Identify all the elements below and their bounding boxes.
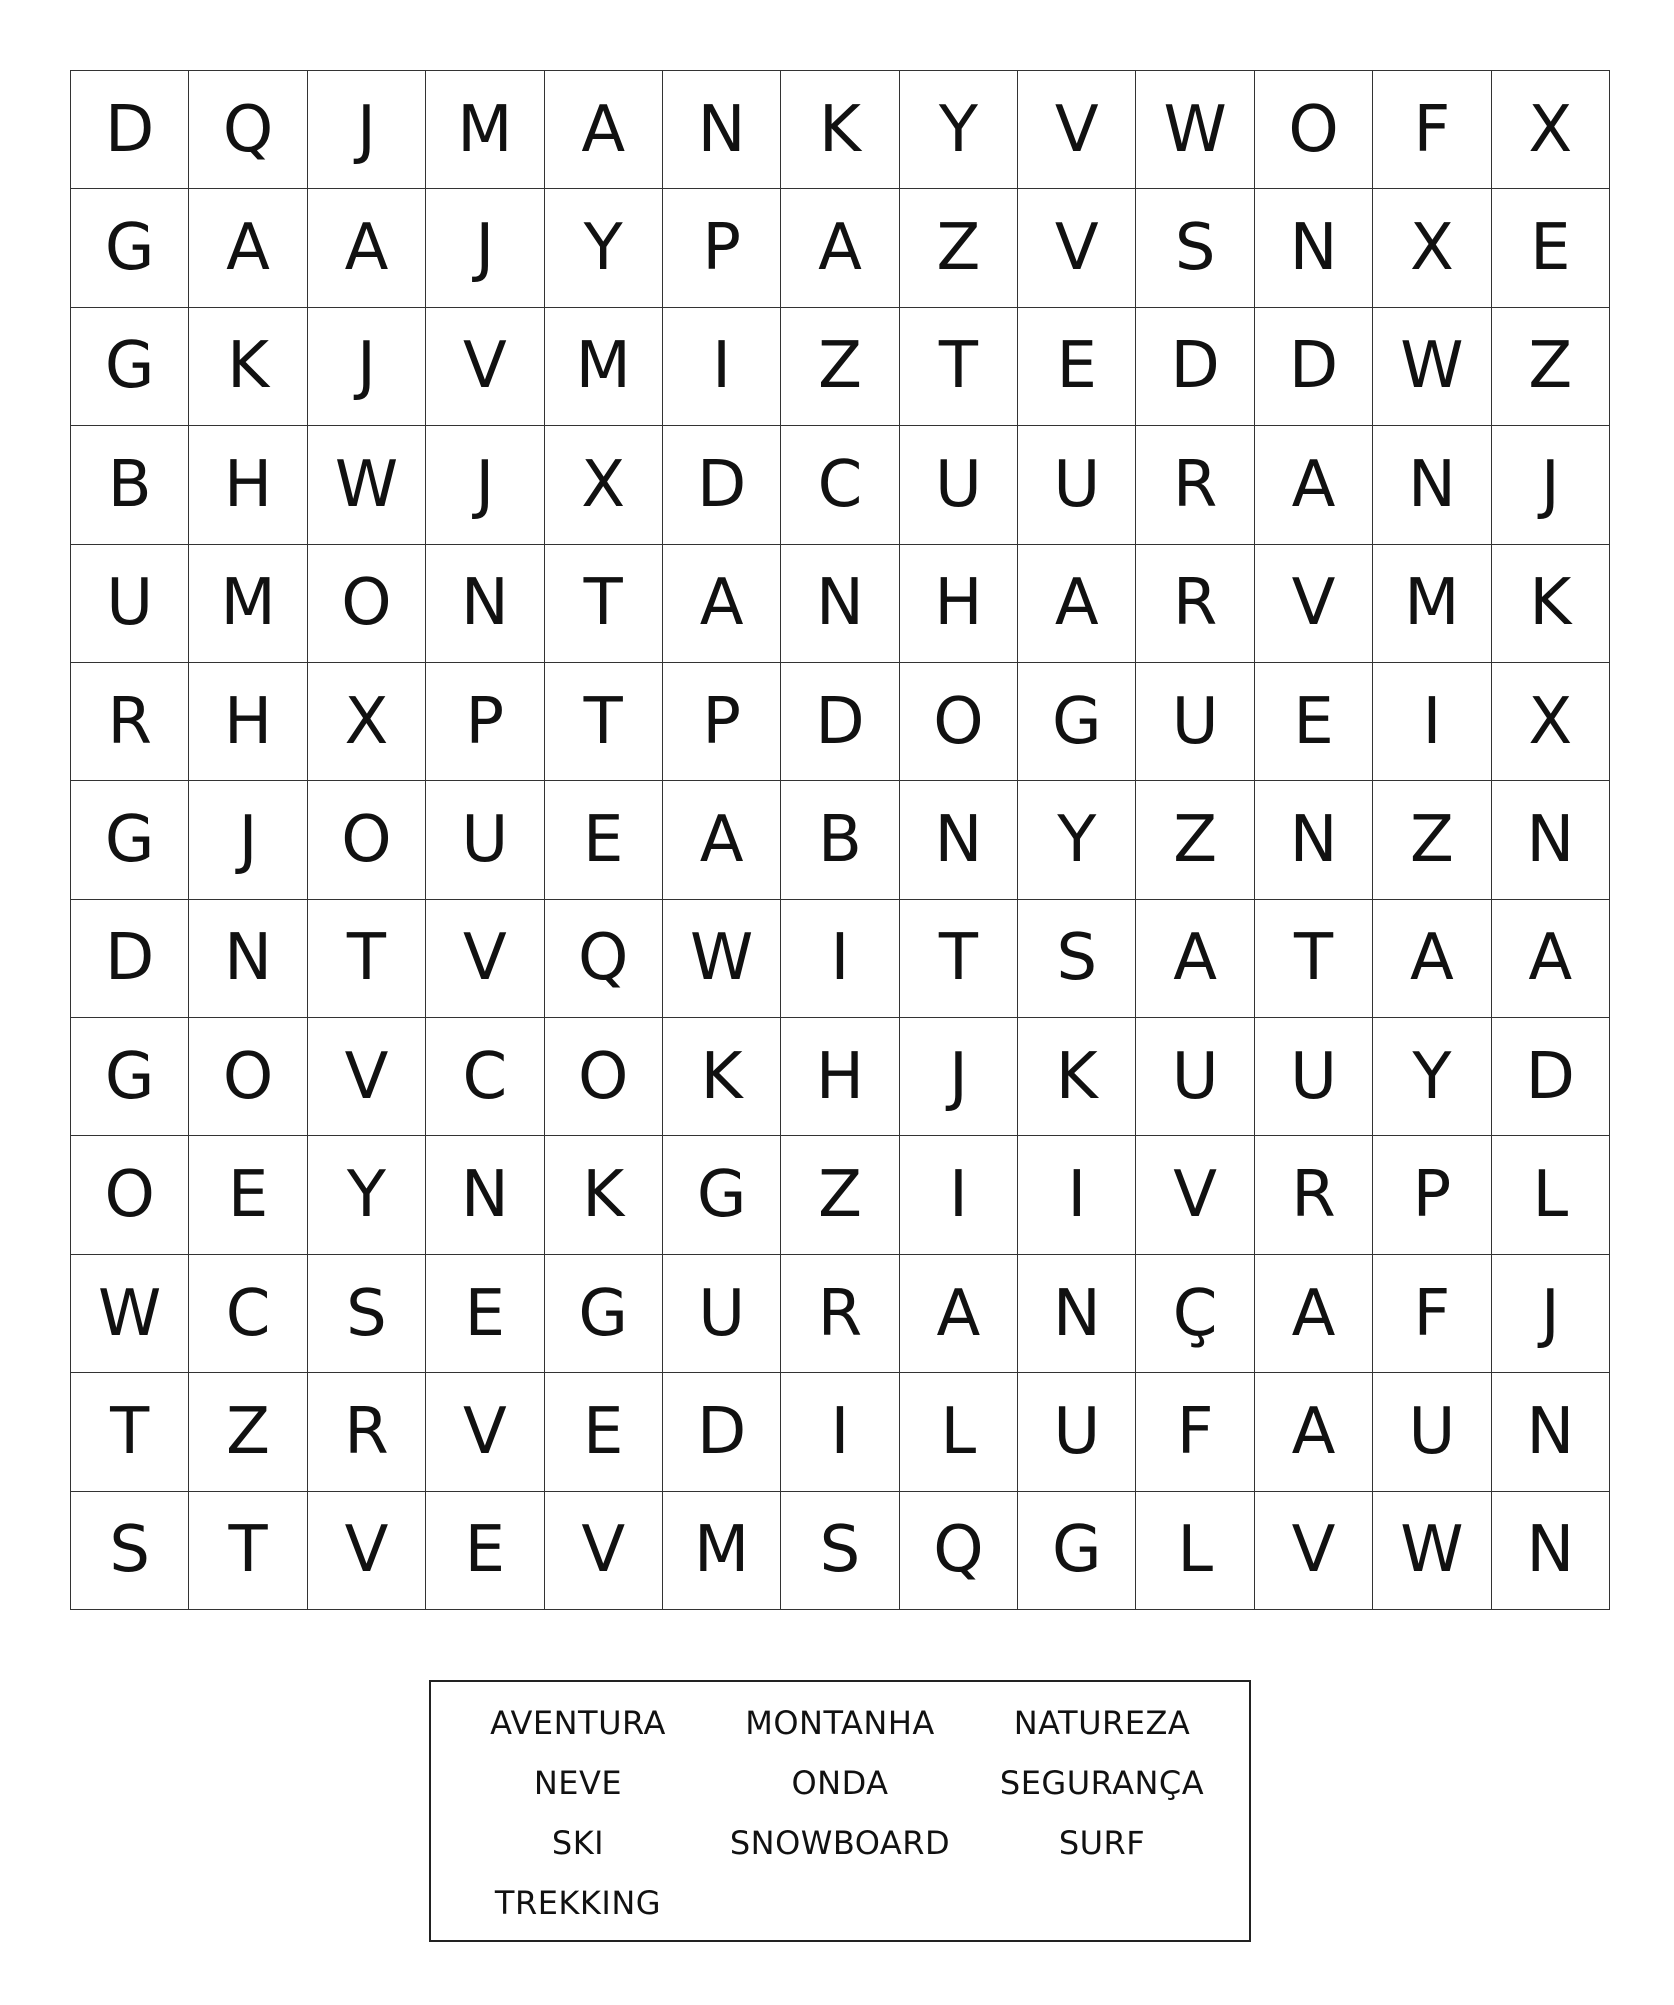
grid-cell[interactable]: A <box>1136 900 1254 1018</box>
grid-cell[interactable]: E <box>1018 308 1136 426</box>
grid-cell[interactable]: Z <box>1136 781 1254 899</box>
grid-cell[interactable]: A <box>1255 426 1373 544</box>
grid-cell[interactable]: V <box>308 1018 426 1136</box>
grid-cell[interactable]: S <box>71 1492 189 1610</box>
grid-cell[interactable]: N <box>1492 781 1610 899</box>
grid-cell[interactable]: A <box>663 781 781 899</box>
grid-cell[interactable]: T <box>308 900 426 1018</box>
grid-cell[interactable]: G <box>71 1018 189 1136</box>
grid-cell[interactable]: Z <box>189 1373 307 1491</box>
grid-cell[interactable]: H <box>189 426 307 544</box>
grid-cell[interactable]: N <box>781 545 899 663</box>
grid-cell[interactable]: U <box>663 1255 781 1373</box>
word-list-item: NATUREZA <box>1013 1704 1191 1742</box>
grid-cell[interactable]: X <box>308 663 426 781</box>
grid-cell[interactable]: J <box>1492 426 1610 544</box>
grid-cell[interactable]: I <box>781 900 899 1018</box>
grid-cell[interactable]: A <box>1255 1255 1373 1373</box>
grid-cell[interactable]: J <box>426 189 544 307</box>
grid-cell[interactable]: G <box>545 1255 663 1373</box>
grid-cell[interactable]: E <box>189 1136 307 1254</box>
grid-cell[interactable]: J <box>189 781 307 899</box>
grid-cell[interactable]: Y <box>1018 781 1136 899</box>
grid-cell[interactable]: E <box>426 1492 544 1610</box>
grid-cell[interactable]: E <box>545 781 663 899</box>
grid-cell[interactable]: L <box>900 1373 1018 1491</box>
grid-cell[interactable]: V <box>1136 1136 1254 1254</box>
grid-cell[interactable]: M <box>189 545 307 663</box>
grid-cell[interactable]: F <box>1373 71 1491 189</box>
grid-cell[interactable]: N <box>1492 1492 1610 1610</box>
grid-cell[interactable]: T <box>900 900 1018 1018</box>
grid-cell[interactable]: G <box>71 189 189 307</box>
grid-cell[interactable]: G <box>1018 663 1136 781</box>
grid-cell[interactable]: V <box>426 900 544 1018</box>
word-list-item: MONTANHA <box>745 1704 935 1742</box>
grid-cell[interactable]: D <box>663 1373 781 1491</box>
grid-cell[interactable]: V <box>426 308 544 426</box>
grid-cell[interactable]: B <box>781 781 899 899</box>
grid-cell[interactable]: H <box>781 1018 899 1136</box>
word-list-item: NEVE <box>533 1764 623 1802</box>
grid-cell[interactable]: Y <box>1373 1018 1491 1136</box>
grid-cell[interactable]: R <box>1255 1136 1373 1254</box>
grid-cell[interactable]: L <box>1136 1492 1254 1610</box>
grid-cell[interactable]: V <box>545 1492 663 1610</box>
grid-cell[interactable]: E <box>1492 189 1610 307</box>
grid-cell[interactable]: F <box>1373 1255 1491 1373</box>
word-list-item: TREKKING <box>494 1884 662 1922</box>
grid-cell[interactable]: G <box>71 308 189 426</box>
grid-cell[interactable]: F <box>1136 1373 1254 1491</box>
grid-cell[interactable]: T <box>545 545 663 663</box>
grid-cell[interactable]: I <box>663 308 781 426</box>
grid-cell[interactable]: Y <box>308 1136 426 1254</box>
grid-cell[interactable]: C <box>781 426 899 544</box>
grid-cell[interactable]: H <box>189 663 307 781</box>
grid-cell[interactable]: V <box>426 1373 544 1491</box>
grid-cell[interactable]: X <box>1492 71 1610 189</box>
grid-cell[interactable]: J <box>426 426 544 544</box>
word-list-item: SKI <box>551 1824 605 1862</box>
grid-cell[interactable]: I <box>781 1373 899 1491</box>
grid-cell[interactable]: Y <box>900 71 1018 189</box>
grid-cell[interactable]: A <box>781 189 899 307</box>
grid-cell[interactable]: T <box>189 1492 307 1610</box>
grid-cell[interactable]: J <box>308 71 426 189</box>
grid-cell[interactable]: U <box>900 426 1018 544</box>
grid-cell[interactable]: E <box>426 1255 544 1373</box>
grid-cell[interactable]: D <box>1492 1018 1610 1136</box>
grid-cell[interactable]: T <box>900 308 1018 426</box>
grid-cell[interactable]: A <box>1373 900 1491 1018</box>
grid-cell[interactable]: V <box>1255 545 1373 663</box>
grid-cell[interactable]: G <box>71 781 189 899</box>
grid-cell[interactable]: P <box>1373 1136 1491 1254</box>
grid-cell[interactable]: G <box>663 1136 781 1254</box>
grid-cell[interactable]: J <box>308 308 426 426</box>
grid-cell[interactable]: R <box>781 1255 899 1373</box>
grid-cell[interactable]: O <box>545 1018 663 1136</box>
grid-cell[interactable]: Q <box>189 71 307 189</box>
grid-cell[interactable]: X <box>545 426 663 544</box>
grid-cell[interactable]: J <box>1492 1255 1610 1373</box>
grid-cell[interactable]: W <box>1373 308 1491 426</box>
letter-grid <box>70 70 1610 1610</box>
grid-cell[interactable]: Z <box>781 308 899 426</box>
grid-cell[interactable]: D <box>781 663 899 781</box>
grid-cell[interactable]: G <box>1018 1492 1136 1610</box>
grid-cell[interactable]: E <box>1255 663 1373 781</box>
grid-cell[interactable]: Y <box>545 189 663 307</box>
grid-cell[interactable]: N <box>1018 1255 1136 1373</box>
grid-cell[interactable]: M <box>1373 545 1491 663</box>
word-list-item: SNOWBOARD <box>729 1824 951 1862</box>
grid-cell[interactable]: N <box>1255 189 1373 307</box>
grid-cell[interactable]: S <box>1136 189 1254 307</box>
word-list-box <box>429 1680 1251 1942</box>
grid-cell[interactable]: P <box>663 663 781 781</box>
word-list-item: ONDA <box>791 1764 889 1802</box>
grid-cell[interactable]: H <box>900 545 1018 663</box>
grid-cell[interactable]: B <box>71 426 189 544</box>
grid-cell[interactable]: N <box>1373 426 1491 544</box>
word-list-item: SEGURANÇA <box>999 1764 1205 1802</box>
word-list-item: SURF <box>1058 1824 1146 1862</box>
grid-cell[interactable]: N <box>189 900 307 1018</box>
grid-cell[interactable]: U <box>1018 426 1136 544</box>
grid-cell[interactable]: U <box>1373 1373 1491 1491</box>
grid-cell[interactable]: V <box>308 1492 426 1610</box>
grid-cell[interactable]: N <box>426 1136 544 1254</box>
grid-cell[interactable]: V <box>1018 189 1136 307</box>
word-list <box>447 1704 1233 1944</box>
grid-cell[interactable]: D <box>1136 308 1254 426</box>
grid-cell[interactable]: R <box>71 663 189 781</box>
grid-cell[interactable]: O <box>189 1018 307 1136</box>
grid-cell[interactable]: A <box>1255 1373 1373 1491</box>
grid-cell[interactable]: N <box>663 71 781 189</box>
grid-cell[interactable]: A <box>1018 545 1136 663</box>
grid-cell[interactable]: C <box>189 1255 307 1373</box>
grid-cell[interactable]: K <box>1018 1018 1136 1136</box>
grid-cell[interactable]: X <box>1373 189 1491 307</box>
grid-cell[interactable]: D <box>71 900 189 1018</box>
grid-cell[interactable]: Z <box>781 1136 899 1254</box>
grid-cell[interactable]: U <box>1018 1373 1136 1491</box>
grid-cell[interactable]: O <box>308 545 426 663</box>
grid-cell[interactable]: T <box>545 663 663 781</box>
grid-cell[interactable]: M <box>426 71 544 189</box>
grid-cell[interactable]: W <box>663 900 781 1018</box>
grid-cell[interactable]: W <box>1373 1492 1491 1610</box>
grid-cell[interactable]: U <box>1255 1018 1373 1136</box>
grid-cell[interactable]: P <box>426 663 544 781</box>
grid-cell[interactable]: A <box>545 71 663 189</box>
grid-cell[interactable]: Z <box>1373 781 1491 899</box>
grid-cell[interactable]: D <box>71 71 189 189</box>
grid-cell[interactable]: V <box>1255 1492 1373 1610</box>
grid-cell[interactable]: N <box>1255 781 1373 899</box>
grid-cell[interactable]: V <box>1018 71 1136 189</box>
grid-cell[interactable]: J <box>900 1018 1018 1136</box>
grid-cell[interactable]: O <box>900 663 1018 781</box>
grid-cell[interactable]: A <box>1492 900 1610 1018</box>
grid-cell[interactable]: Q <box>900 1492 1018 1610</box>
grid-cell[interactable]: S <box>308 1255 426 1373</box>
grid-cell[interactable]: I <box>1373 663 1491 781</box>
grid-cell[interactable]: U <box>426 781 544 899</box>
grid-cell[interactable]: A <box>189 189 307 307</box>
grid-cell[interactable]: P <box>663 189 781 307</box>
grid-cell[interactable]: E <box>545 1373 663 1491</box>
grid-cell[interactable]: I <box>1018 1136 1136 1254</box>
grid-cell[interactable]: L <box>1492 1136 1610 1254</box>
grid-cell[interactable]: U <box>1136 1018 1254 1136</box>
grid-cell[interactable]: Z <box>1492 308 1610 426</box>
grid-cell[interactable]: M <box>545 308 663 426</box>
grid-cell[interactable]: W <box>1136 71 1254 189</box>
grid-cell[interactable]: U <box>71 545 189 663</box>
grid-cell[interactable]: A <box>900 1255 1018 1373</box>
grid-cell[interactable]: U <box>1136 663 1254 781</box>
grid-cell[interactable]: S <box>1018 900 1136 1018</box>
grid-cell[interactable]: N <box>426 545 544 663</box>
grid-cell[interactable]: O <box>1255 71 1373 189</box>
grid-cell[interactable]: K <box>545 1136 663 1254</box>
grid-cell[interactable]: Q <box>545 900 663 1018</box>
grid-cell[interactable]: A <box>663 545 781 663</box>
grid-cell[interactable]: W <box>71 1255 189 1373</box>
grid-cell[interactable]: T <box>71 1373 189 1491</box>
grid-cell[interactable]: R <box>308 1373 426 1491</box>
grid-cell[interactable]: M <box>663 1492 781 1610</box>
grid-cell[interactable]: S <box>781 1492 899 1610</box>
grid-cell[interactable]: Ç <box>1136 1255 1254 1373</box>
grid-cell[interactable]: I <box>900 1136 1018 1254</box>
grid-cell[interactable]: Z <box>900 189 1018 307</box>
grid-cell[interactable]: A <box>308 189 426 307</box>
grid-cell[interactable]: K <box>1492 545 1610 663</box>
grid-cell[interactable]: T <box>1255 900 1373 1018</box>
word-list-item: AVENTURA <box>490 1704 666 1742</box>
grid-cell[interactable]: X <box>1492 663 1610 781</box>
grid-cell[interactable]: N <box>1492 1373 1610 1491</box>
grid-cell[interactable]: D <box>663 426 781 544</box>
grid-cell[interactable]: O <box>71 1136 189 1254</box>
grid-cell[interactable]: D <box>1255 308 1373 426</box>
grid-cell[interactable]: R <box>1136 545 1254 663</box>
grid-cell[interactable]: K <box>781 71 899 189</box>
grid-cell[interactable]: N <box>900 781 1018 899</box>
grid-cell[interactable]: C <box>426 1018 544 1136</box>
grid-cell[interactable]: K <box>189 308 307 426</box>
grid-cell[interactable]: O <box>308 781 426 899</box>
grid-cell[interactable]: R <box>1136 426 1254 544</box>
grid-cell[interactable]: K <box>663 1018 781 1136</box>
grid-cell[interactable]: W <box>308 426 426 544</box>
